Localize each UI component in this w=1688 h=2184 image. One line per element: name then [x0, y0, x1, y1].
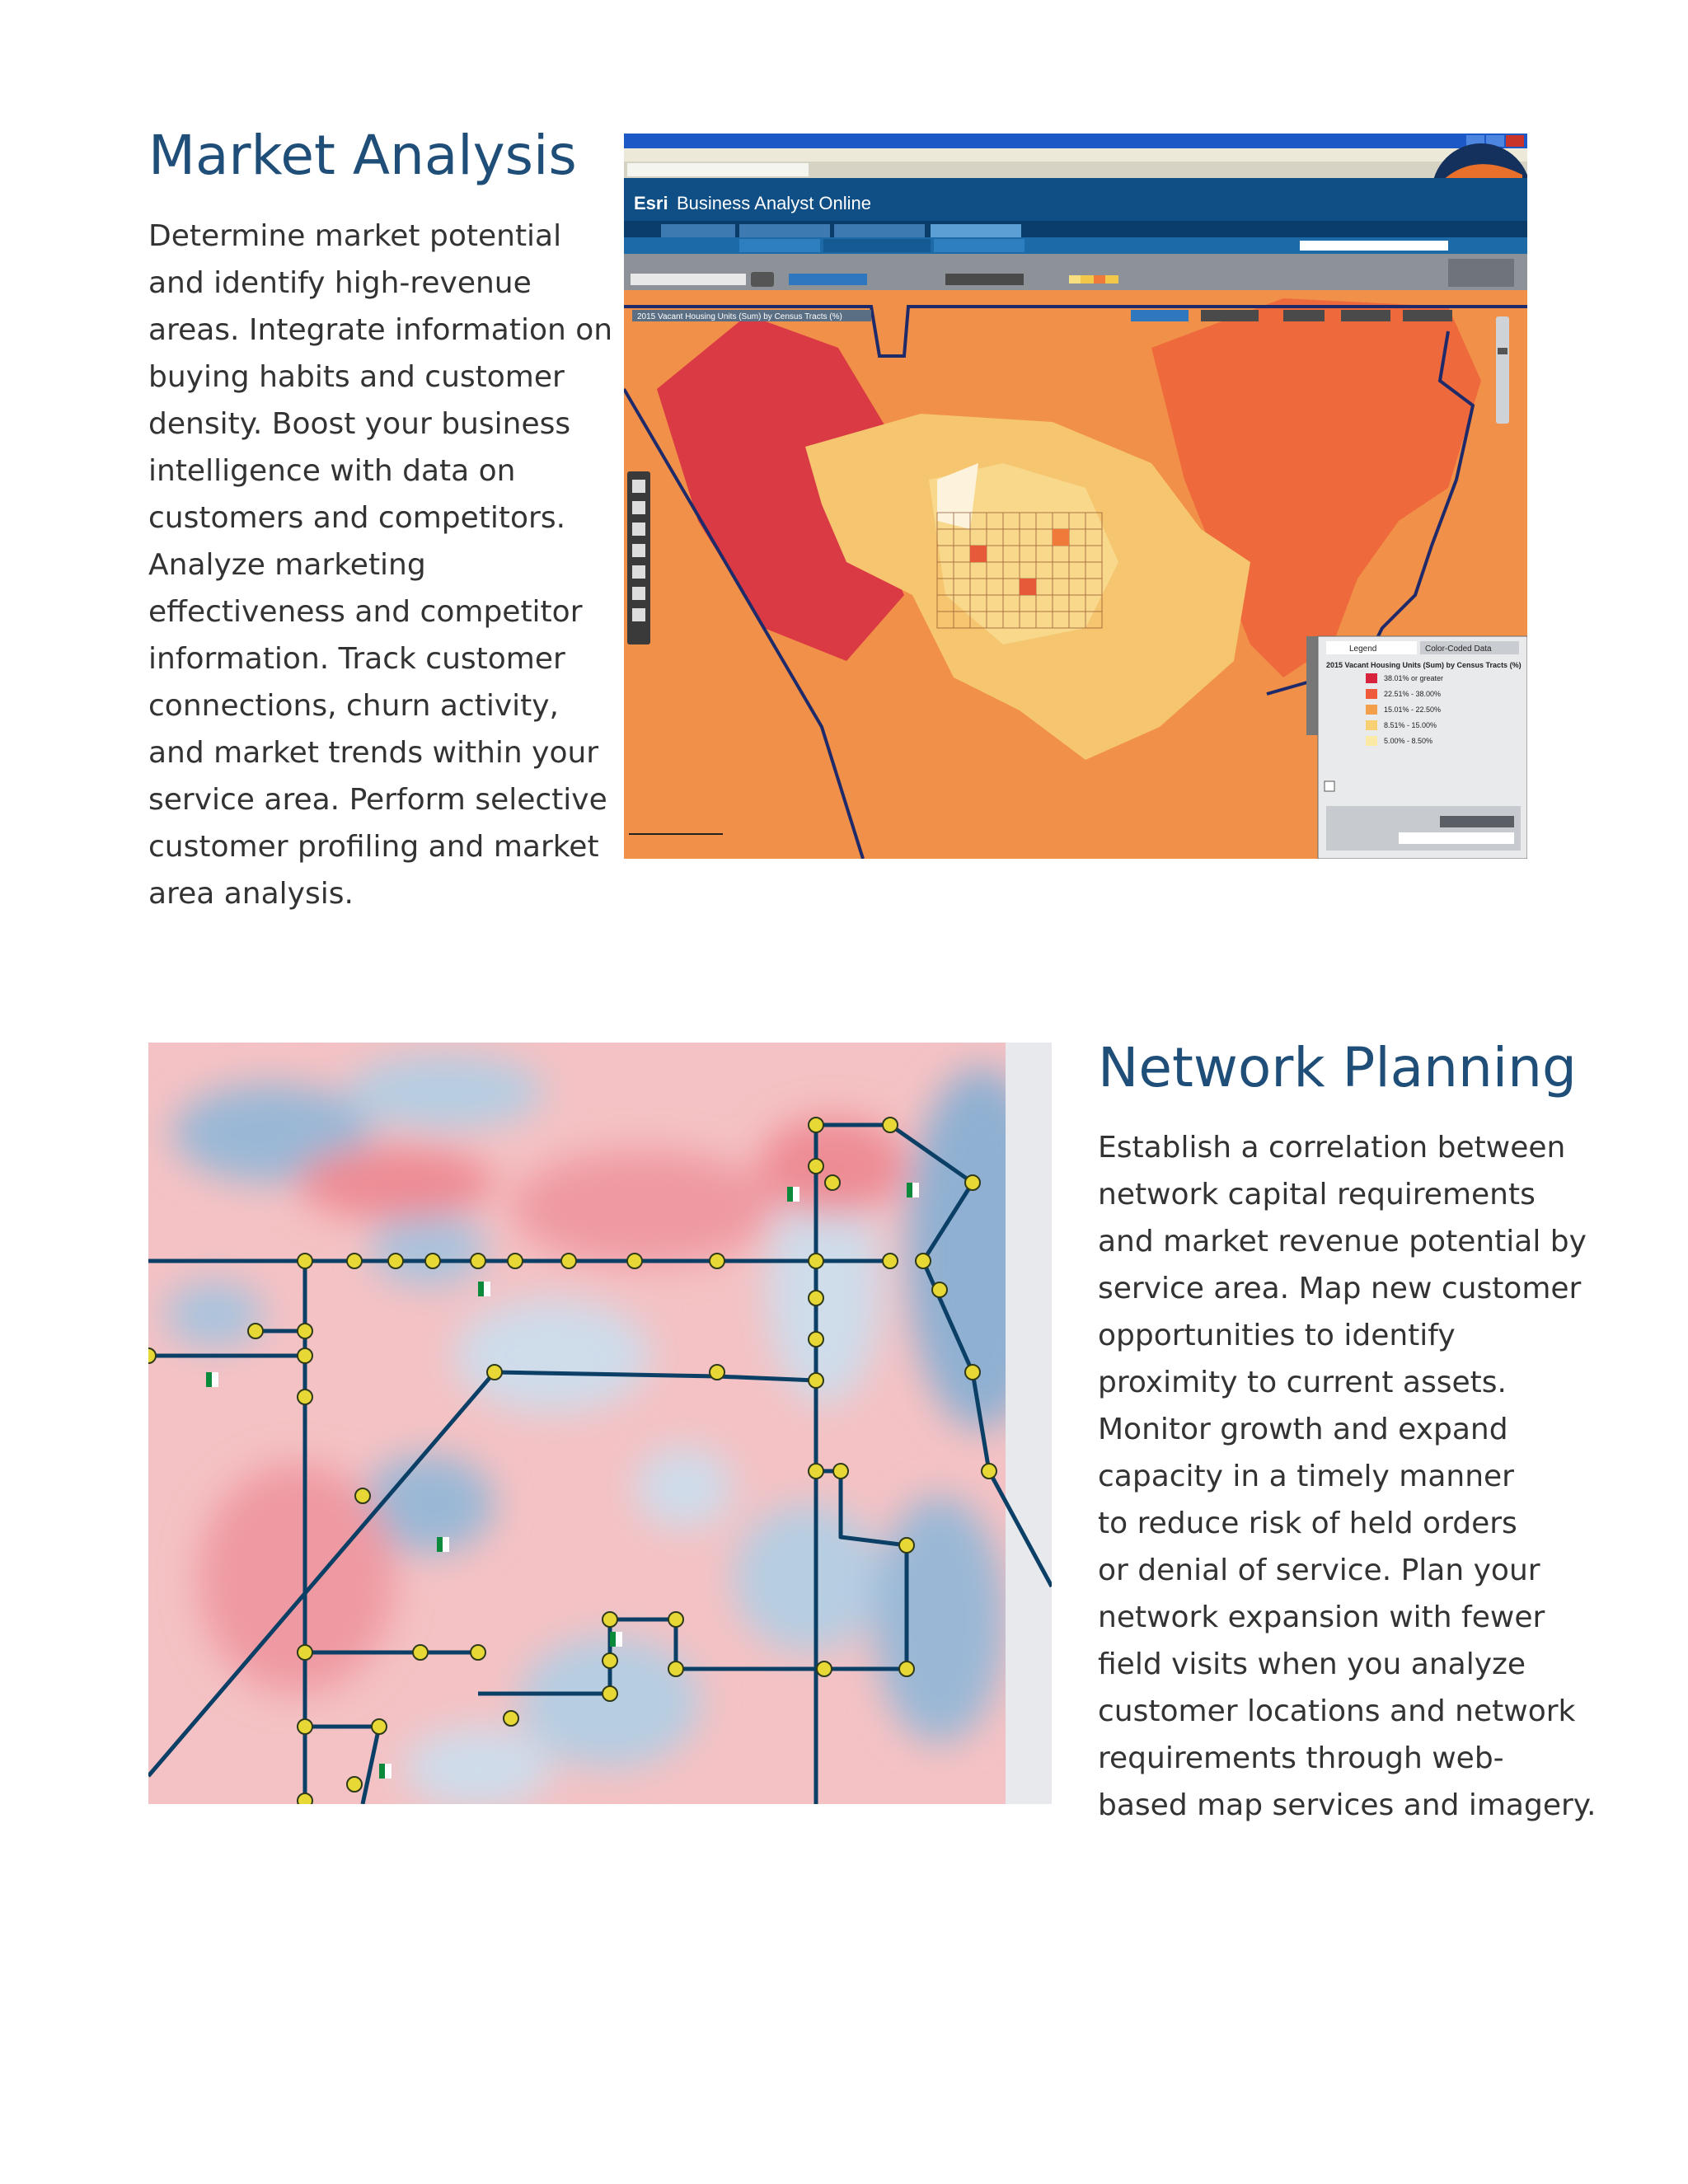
- network-node-icon: [833, 1464, 848, 1479]
- legend-row-label: 8.51% - 15.00%: [1384, 721, 1437, 729]
- save-icon[interactable]: [632, 608, 645, 621]
- network-node-icon: [471, 1645, 485, 1660]
- choose-variable-button[interactable]: [789, 274, 867, 285]
- clear-icon[interactable]: [632, 565, 645, 579]
- network-planning-body-line: Monitor growth and expand: [1098, 1413, 1508, 1446]
- legend-row-label: 38.01% or greater: [1384, 674, 1444, 682]
- use-ranges-checkbox[interactable]: [1325, 781, 1334, 791]
- network-node-icon: [965, 1175, 980, 1190]
- market-analysis-body-line: intelligence with data on: [148, 454, 516, 488]
- network-node-icon: [916, 1254, 931, 1268]
- flag-icon: [437, 1537, 449, 1552]
- subtab-smart-map-search[interactable]: [739, 239, 820, 252]
- map-pin-icon[interactable]: [632, 480, 645, 493]
- legend-row-label: 5.00% - 8.50%: [1384, 737, 1433, 745]
- network-planning-body-line: service area. Map new customer: [1098, 1272, 1582, 1305]
- legend-swatch: [1366, 736, 1377, 746]
- network-node-icon: [817, 1661, 832, 1676]
- network-node-icon: [603, 1653, 617, 1668]
- network-node-icon: [347, 1777, 362, 1792]
- network-node-icon: [298, 1793, 312, 1804]
- network-node-icon: [298, 1324, 312, 1338]
- load-location-button[interactable]: [1448, 259, 1514, 287]
- network-planning-body-line: capacity in a timely manner: [1098, 1460, 1514, 1493]
- network-node-icon: [668, 1612, 683, 1627]
- tab-select-location[interactable]: [739, 224, 830, 237]
- legend-row-label: 22.51% - 38.00%: [1384, 690, 1442, 698]
- network-node-icon: [809, 1118, 823, 1132]
- pan-icon[interactable]: [632, 544, 645, 557]
- market-analysis-title: Market Analysis: [148, 124, 577, 187]
- legend-title: 2015 Vacant Housing Units (Sum) by Census Tracts (%): [1326, 661, 1522, 669]
- market-analysis-body-line: customer profiling and market: [148, 830, 599, 864]
- network-planning-body: [1098, 1124, 1597, 1829]
- market-analysis-body-line: Analyze marketing: [148, 548, 426, 582]
- satellite-button[interactable]: [1341, 310, 1390, 321]
- legend-row-label: 15.01% - 22.50%: [1384, 705, 1442, 714]
- filter-select[interactable]: [1440, 816, 1514, 827]
- network-planning-title: Network Planning: [1098, 1036, 1577, 1099]
- network-node-icon: [561, 1254, 576, 1268]
- network-planning-body-line: based map services and imagery.: [1098, 1788, 1597, 1822]
- network-planning-body-line: proximity to current assets.: [1098, 1366, 1507, 1399]
- subtab-import-locations[interactable]: [934, 239, 1025, 252]
- network-node-icon: [298, 1254, 312, 1268]
- esri-brand: Esri: [634, 193, 668, 213]
- network-planning-body-line: and market revenue potential by: [1098, 1225, 1587, 1258]
- zoom-in-icon[interactable]: [632, 501, 645, 514]
- tab-run-reports[interactable]: [834, 224, 925, 237]
- address-input[interactable]: [631, 274, 746, 285]
- network-node-icon: [809, 1464, 823, 1479]
- network-planning-body-line: opportunities to identify: [1098, 1319, 1456, 1352]
- network-node-icon: [504, 1711, 518, 1726]
- flag-icon: [478, 1282, 490, 1296]
- network-node-icon: [603, 1686, 617, 1701]
- network-node-icon: [809, 1373, 823, 1388]
- network-heatmap-screenshot: [148, 1043, 1052, 1804]
- market-analysis-body-line: service area. Perform selective: [148, 783, 607, 817]
- network-node-icon: [982, 1464, 996, 1479]
- tab-analysis-market[interactable]: [931, 224, 1021, 237]
- network-node-icon: [298, 1719, 312, 1734]
- map-layer-label: 2015 Vacant Housing Units (Sum) by Census Tracts (%): [637, 312, 842, 321]
- network-node-icon: [487, 1365, 502, 1380]
- network-node-icon: [298, 1390, 312, 1404]
- market-analysis-body-line: density. Boost your business: [148, 407, 571, 441]
- network-planning-body-line: to reduce risk of held orders: [1098, 1507, 1517, 1540]
- network-node-icon: [627, 1254, 642, 1268]
- legend-swatch: [1366, 720, 1377, 730]
- more-maps-button[interactable]: [1403, 310, 1452, 321]
- network-node-icon: [603, 1612, 617, 1627]
- network-node-icon: [372, 1719, 387, 1734]
- market-analysis-body: [148, 213, 613, 917]
- subtab-color-coded-map[interactable]: [823, 239, 931, 252]
- network-node-icon: [710, 1365, 724, 1380]
- business-search-input[interactable]: [1300, 241, 1448, 251]
- market-analysis-body-line: areas. Integrate information on: [148, 313, 613, 347]
- market-analysis-body-line: and market trends within your: [148, 736, 599, 770]
- network-planning-body-line: or denial of service. Plan your: [1098, 1554, 1540, 1587]
- network-node-icon: [825, 1175, 840, 1190]
- network-node-icon: [809, 1291, 823, 1305]
- network-node-icon: [899, 1538, 914, 1553]
- network-node-icon: [413, 1645, 428, 1660]
- legend-swatch: [1366, 689, 1377, 699]
- network-node-icon: [508, 1254, 523, 1268]
- legend-swatch: [1366, 673, 1377, 683]
- camera-icon[interactable]: [632, 587, 645, 600]
- flag-icon: [907, 1183, 919, 1197]
- market-analysis-body-line: buying habits and customer: [148, 360, 565, 394]
- network-node-icon: [809, 1159, 823, 1174]
- my-layers-button[interactable]: [1131, 310, 1189, 321]
- network-node-icon: [425, 1254, 440, 1268]
- color-coded-data-tab-label: Color-Coded Data: [1425, 644, 1492, 654]
- market-analysis-body-line: effectiveness and competitor: [148, 595, 583, 629]
- flag-icon: [787, 1187, 799, 1202]
- geography-select[interactable]: [945, 274, 1024, 285]
- network-planning-body-line: Establish a correlation between: [1098, 1131, 1566, 1165]
- legend-swatch: [1366, 705, 1377, 715]
- network-node-icon: [471, 1254, 485, 1268]
- legend-tab-label: Legend: [1349, 644, 1377, 654]
- network-node-icon: [965, 1365, 980, 1380]
- network-node-icon: [883, 1118, 898, 1132]
- network-node-icon: [809, 1332, 823, 1347]
- network-node-icon: [668, 1661, 683, 1676]
- network-node-icon: [710, 1254, 724, 1268]
- flag-icon: [206, 1372, 218, 1387]
- zoom-out-icon[interactable]: [632, 523, 645, 536]
- network-node-icon: [298, 1348, 312, 1363]
- market-analysis-body-line: and identify high-revenue: [148, 266, 532, 300]
- zoom-slider[interactable]: [1496, 316, 1509, 424]
- market-analysis-body-line: information. Track customer: [148, 642, 565, 676]
- network-node-icon: [347, 1254, 362, 1268]
- network-node-icon: [883, 1254, 898, 1268]
- flag-icon: [379, 1764, 392, 1779]
- market-analysis-body-line: area analysis.: [148, 877, 354, 911]
- market-analysis-body-line: customers and competitors.: [148, 501, 566, 535]
- network-node-icon: [932, 1282, 947, 1297]
- network-planning-body-line: customer locations and network: [1098, 1694, 1576, 1728]
- my-sites-button[interactable]: [1201, 310, 1259, 321]
- app-name: Business Analyst Online: [677, 193, 872, 213]
- network-planning-body-line: field visits when you analyze: [1098, 1647, 1526, 1681]
- network-planning-body-line: network capital requirements: [1098, 1178, 1536, 1212]
- network-planning-body-line: network expansion with fewer: [1098, 1601, 1545, 1634]
- filter-value-input[interactable]: [1399, 832, 1514, 844]
- market-analysis-body-line: Determine market potential: [148, 219, 562, 253]
- network-node-icon: [355, 1488, 370, 1503]
- network-node-icon: [148, 1348, 156, 1363]
- market-analysis-body-line: connections, churn activity,: [148, 689, 559, 723]
- network-node-icon: [298, 1645, 312, 1660]
- network-node-icon: [899, 1661, 914, 1676]
- go-button[interactable]: [751, 272, 774, 287]
- network-node-icon: [388, 1254, 403, 1268]
- network-planning-body-line: requirements through web-: [1098, 1741, 1504, 1775]
- tab-home[interactable]: [661, 224, 735, 237]
- network-node-icon: [248, 1324, 263, 1338]
- network-node-icon: [809, 1254, 823, 1268]
- business-analyst-screenshot: [624, 134, 1527, 859]
- streets-button[interactable]: [1283, 310, 1325, 321]
- flag-icon: [610, 1632, 622, 1647]
